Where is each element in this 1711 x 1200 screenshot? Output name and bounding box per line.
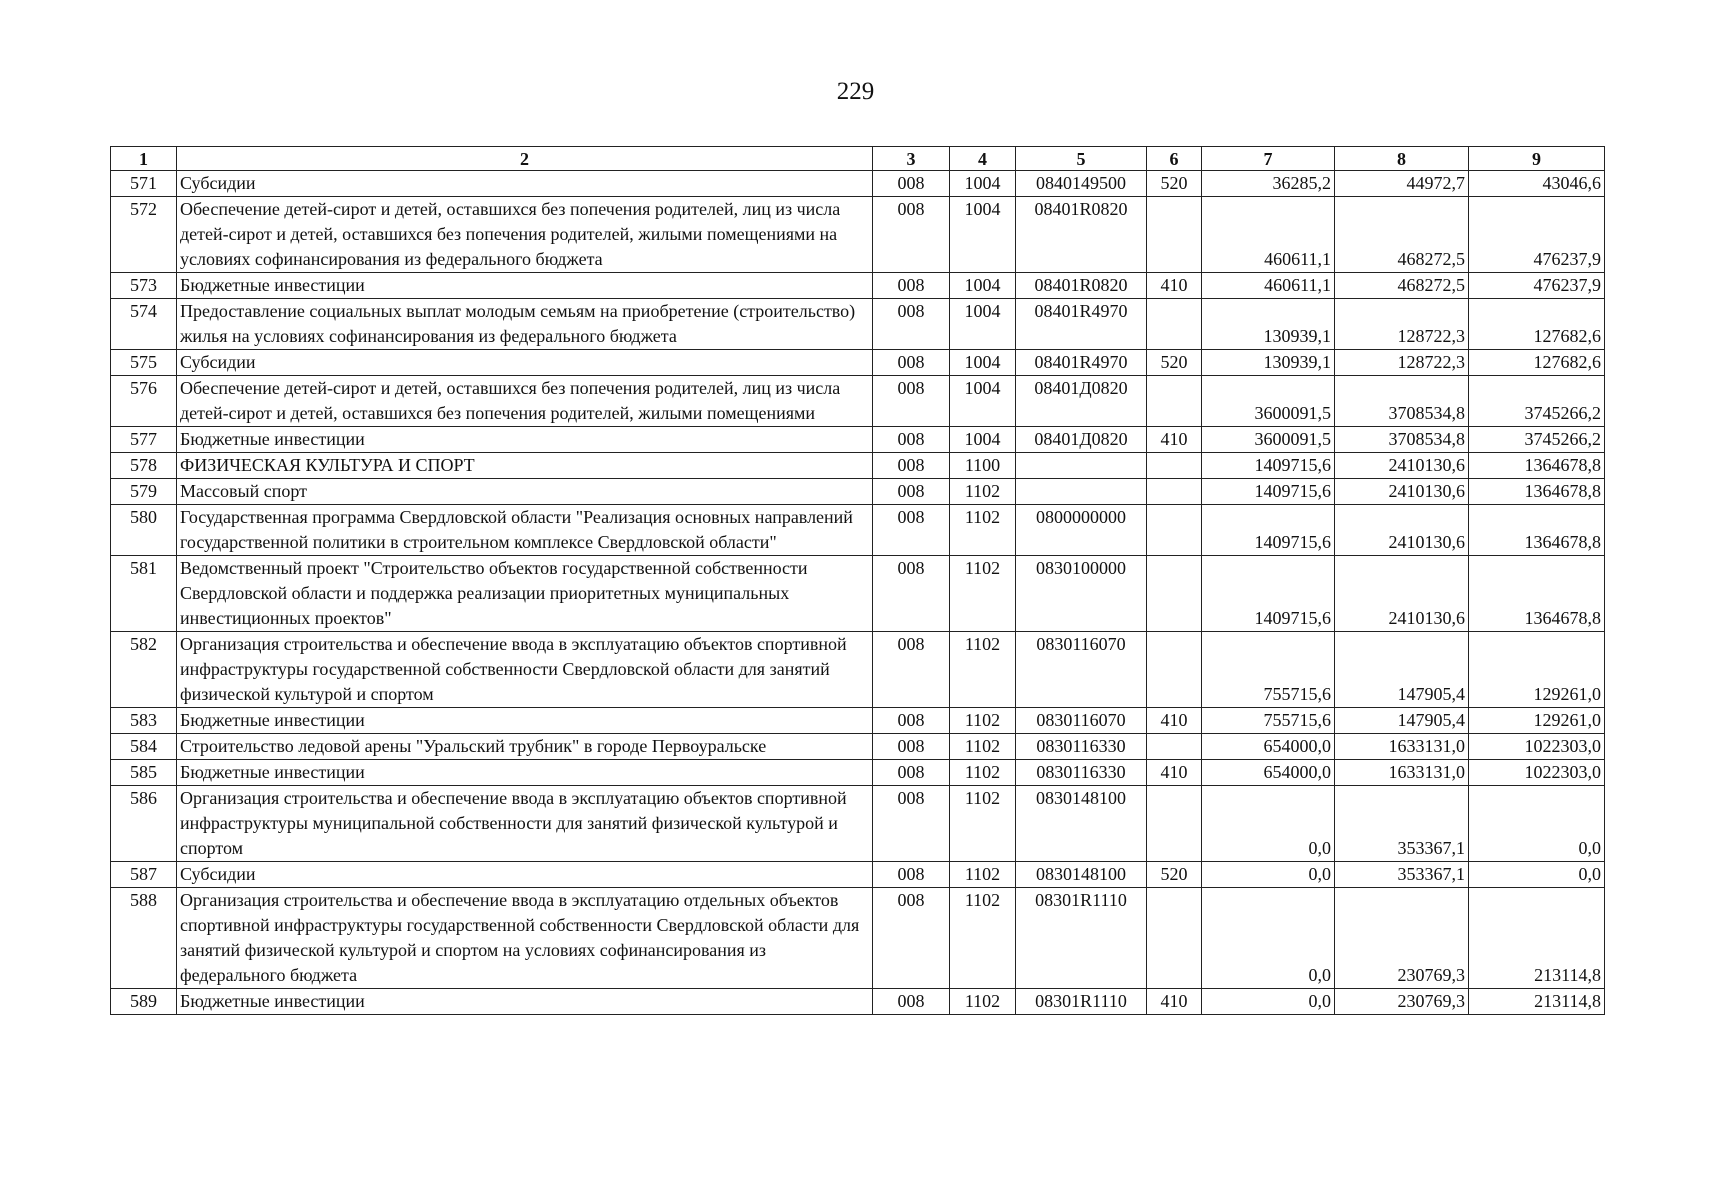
code-col-4: 1102 bbox=[950, 760, 1016, 786]
row-name: Бюджетные инвестиции bbox=[177, 273, 873, 299]
amount-col-7: 130939,1 bbox=[1202, 299, 1335, 350]
code-col-6: 410 bbox=[1147, 989, 1202, 1015]
amount-col-9: 0,0 bbox=[1469, 862, 1605, 888]
amount-col-7: 755715,6 bbox=[1202, 632, 1335, 708]
code-col-5: 0830116330 bbox=[1016, 760, 1147, 786]
table-row bbox=[111, 171, 1605, 197]
amount-col-8: 2410130,6 bbox=[1335, 556, 1469, 632]
code-col-4: 1102 bbox=[950, 888, 1016, 989]
code-col-4: 1102 bbox=[950, 632, 1016, 708]
amount-col-9: 1022303,0 bbox=[1469, 760, 1605, 786]
row-name: Предоставление социальных выплат молодым семьям на приобретение (строительство) жилья на условиях софинансирования из федерального бюджета bbox=[177, 299, 873, 350]
amount-col-8: 3708534,8 bbox=[1335, 376, 1469, 427]
amount-col-8: 353367,1 bbox=[1335, 786, 1469, 862]
amount-col-7: 130939,1 bbox=[1202, 350, 1335, 376]
code-col-4: 1102 bbox=[950, 862, 1016, 888]
code-col-4: 1102 bbox=[950, 708, 1016, 734]
row-number: 582 bbox=[111, 632, 177, 708]
row-name: Бюджетные инвестиции bbox=[177, 708, 873, 734]
amount-col-8: 128722,3 bbox=[1335, 350, 1469, 376]
table-row bbox=[111, 708, 1605, 734]
code-col-5: 08401Д0820 bbox=[1016, 427, 1147, 453]
amount-col-7: 3600091,5 bbox=[1202, 427, 1335, 453]
code-col-6 bbox=[1147, 453, 1202, 479]
row-number: 586 bbox=[111, 786, 177, 862]
table-row bbox=[111, 376, 1605, 427]
code-col-3: 008 bbox=[873, 786, 950, 862]
code-col-4: 1102 bbox=[950, 734, 1016, 760]
row-name: Строительство ледовой арены "Уральский трубник" в городе Первоуральске bbox=[177, 734, 873, 760]
code-col-4: 1004 bbox=[950, 273, 1016, 299]
row-number: 576 bbox=[111, 376, 177, 427]
code-col-6 bbox=[1147, 197, 1202, 273]
code-col-6 bbox=[1147, 479, 1202, 505]
code-col-5: 08401R0820 bbox=[1016, 273, 1147, 299]
table-row bbox=[111, 197, 1605, 273]
code-col-5: 08401Д0820 bbox=[1016, 376, 1147, 427]
column-header: 4 bbox=[950, 147, 1016, 171]
amount-col-8: 230769,3 bbox=[1335, 989, 1469, 1015]
column-header: 8 bbox=[1335, 147, 1469, 171]
header-row bbox=[111, 147, 1605, 171]
table-row bbox=[111, 760, 1605, 786]
amount-col-7: 1409715,6 bbox=[1202, 479, 1335, 505]
amount-col-9: 1364678,8 bbox=[1469, 505, 1605, 556]
table-row bbox=[111, 453, 1605, 479]
code-col-4: 1102 bbox=[950, 505, 1016, 556]
code-col-6: 520 bbox=[1147, 350, 1202, 376]
amount-col-7: 654000,0 bbox=[1202, 760, 1335, 786]
code-col-4: 1004 bbox=[950, 197, 1016, 273]
amount-col-9: 1022303,0 bbox=[1469, 734, 1605, 760]
table-row bbox=[111, 556, 1605, 632]
amount-col-9: 476237,9 bbox=[1469, 197, 1605, 273]
amount-col-9: 1364678,8 bbox=[1469, 453, 1605, 479]
amount-col-9: 476237,9 bbox=[1469, 273, 1605, 299]
table-row bbox=[111, 505, 1605, 556]
code-col-5: 0830148100 bbox=[1016, 786, 1147, 862]
amount-col-9: 3745266,2 bbox=[1469, 427, 1605, 453]
amount-col-9: 127682,6 bbox=[1469, 350, 1605, 376]
code-col-3: 008 bbox=[873, 350, 950, 376]
code-col-3: 008 bbox=[873, 734, 950, 760]
code-col-5: 0830116070 bbox=[1016, 708, 1147, 734]
code-col-5: 08301R1110 bbox=[1016, 989, 1147, 1015]
code-col-3: 008 bbox=[873, 708, 950, 734]
code-col-6 bbox=[1147, 786, 1202, 862]
table-row bbox=[111, 888, 1605, 989]
column-header: 6 bbox=[1147, 147, 1202, 171]
code-col-5 bbox=[1016, 479, 1147, 505]
row-name: Организация строительства и обеспечение ввода в эксплуатацию отдельных объектов спортивной инфраструктуры государственной собственности Свердловской области для занятий физической культурой и спортом на условиях софинансирования из федерального бюджета bbox=[177, 888, 873, 989]
amount-col-7: 3600091,5 bbox=[1202, 376, 1335, 427]
amount-col-7: 460611,1 bbox=[1202, 197, 1335, 273]
code-col-6 bbox=[1147, 376, 1202, 427]
code-col-5: 08401R4970 bbox=[1016, 350, 1147, 376]
table-row bbox=[111, 632, 1605, 708]
amount-col-8: 147905,4 bbox=[1335, 632, 1469, 708]
code-col-3: 008 bbox=[873, 299, 950, 350]
amount-col-9: 1364678,8 bbox=[1469, 479, 1605, 505]
row-name: Организация строительства и обеспечение ввода в эксплуатацию объектов спортивной инфраструктуры государственной собственности Свердловской области для занятий физической культурой и спортом bbox=[177, 632, 873, 708]
amount-col-8: 2410130,6 bbox=[1335, 479, 1469, 505]
code-col-4: 1102 bbox=[950, 556, 1016, 632]
row-name: Бюджетные инвестиции bbox=[177, 427, 873, 453]
amount-col-8: 128722,3 bbox=[1335, 299, 1469, 350]
row-name: Ведомственный проект "Строительство объектов государственной собственности Свердловской области и поддержка реализации приоритетных муниципальных инвестиционных проектов" bbox=[177, 556, 873, 632]
row-name: Государственная программа Свердловской области "Реализация основных направлений государственной политики в строительном комплексе Свердловской области" bbox=[177, 505, 873, 556]
amount-col-9: 3745266,2 bbox=[1469, 376, 1605, 427]
code-col-4: 1004 bbox=[950, 299, 1016, 350]
table-row bbox=[111, 862, 1605, 888]
amount-col-7: 1409715,6 bbox=[1202, 453, 1335, 479]
amount-col-9: 213114,8 bbox=[1469, 989, 1605, 1015]
row-number: 580 bbox=[111, 505, 177, 556]
row-number: 588 bbox=[111, 888, 177, 989]
code-col-3: 008 bbox=[873, 888, 950, 989]
amount-col-7: 36285,2 bbox=[1202, 171, 1335, 197]
amount-col-8: 1633131,0 bbox=[1335, 760, 1469, 786]
amount-col-8: 468272,5 bbox=[1335, 273, 1469, 299]
row-name: Субсидии bbox=[177, 862, 873, 888]
column-header: 1 bbox=[111, 147, 177, 171]
row-name: Обеспечение детей-сирот и детей, оставшихся без попечения родителей, лиц из числа детей-сирот и детей, оставшихся без попечения родителей, жилыми помещениями bbox=[177, 376, 873, 427]
amount-col-9: 127682,6 bbox=[1469, 299, 1605, 350]
code-col-5: 0830100000 bbox=[1016, 556, 1147, 632]
code-col-6: 520 bbox=[1147, 171, 1202, 197]
amount-col-9: 1364678,8 bbox=[1469, 556, 1605, 632]
code-col-5: 0830116330 bbox=[1016, 734, 1147, 760]
amount-col-7: 654000,0 bbox=[1202, 734, 1335, 760]
amount-col-8: 2410130,6 bbox=[1335, 505, 1469, 556]
row-number: 589 bbox=[111, 989, 177, 1015]
code-col-4: 1004 bbox=[950, 427, 1016, 453]
amount-col-7: 0,0 bbox=[1202, 888, 1335, 989]
row-name: Массовый спорт bbox=[177, 479, 873, 505]
row-number: 578 bbox=[111, 453, 177, 479]
row-number: 571 bbox=[111, 171, 177, 197]
row-number: 574 bbox=[111, 299, 177, 350]
code-col-3: 008 bbox=[873, 427, 950, 453]
page-number: 229 bbox=[836, 78, 875, 105]
code-col-4: 1004 bbox=[950, 350, 1016, 376]
amount-col-8: 2410130,6 bbox=[1335, 453, 1469, 479]
budget-table bbox=[110, 146, 1605, 1015]
amount-col-9: 213114,8 bbox=[1469, 888, 1605, 989]
code-col-3: 008 bbox=[873, 505, 950, 556]
row-number: 587 bbox=[111, 862, 177, 888]
amount-col-7: 460611,1 bbox=[1202, 273, 1335, 299]
code-col-3: 008 bbox=[873, 197, 950, 273]
code-col-5: 0840149500 bbox=[1016, 171, 1147, 197]
table-row bbox=[111, 989, 1605, 1015]
column-header: 5 bbox=[1016, 147, 1147, 171]
code-col-6: 410 bbox=[1147, 273, 1202, 299]
code-col-5: 08301R1110 bbox=[1016, 888, 1147, 989]
row-number: 575 bbox=[111, 350, 177, 376]
code-col-3: 008 bbox=[873, 171, 950, 197]
code-col-3: 008 bbox=[873, 989, 950, 1015]
code-col-3: 008 bbox=[873, 453, 950, 479]
code-col-4: 1102 bbox=[950, 786, 1016, 862]
code-col-4: 1004 bbox=[950, 376, 1016, 427]
code-col-4: 1102 bbox=[950, 989, 1016, 1015]
row-number: 585 bbox=[111, 760, 177, 786]
table-row bbox=[111, 299, 1605, 350]
amount-col-9: 0,0 bbox=[1469, 786, 1605, 862]
code-col-6: 410 bbox=[1147, 760, 1202, 786]
column-header: 9 bbox=[1469, 147, 1605, 171]
code-col-3: 008 bbox=[873, 479, 950, 505]
amount-col-8: 230769,3 bbox=[1335, 888, 1469, 989]
row-number: 572 bbox=[111, 197, 177, 273]
row-number: 573 bbox=[111, 273, 177, 299]
code-col-6: 410 bbox=[1147, 427, 1202, 453]
row-number: 583 bbox=[111, 708, 177, 734]
code-col-5: 0830116070 bbox=[1016, 632, 1147, 708]
code-col-3: 008 bbox=[873, 862, 950, 888]
code-col-6: 520 bbox=[1147, 862, 1202, 888]
table-row bbox=[111, 734, 1605, 760]
code-col-6 bbox=[1147, 888, 1202, 989]
code-col-6 bbox=[1147, 632, 1202, 708]
code-col-6 bbox=[1147, 505, 1202, 556]
code-col-5: 08401R4970 bbox=[1016, 299, 1147, 350]
table-row bbox=[111, 427, 1605, 453]
amount-col-7: 0,0 bbox=[1202, 989, 1335, 1015]
row-number: 581 bbox=[111, 556, 177, 632]
amount-col-7: 1409715,6 bbox=[1202, 556, 1335, 632]
table-row bbox=[111, 350, 1605, 376]
code-col-6: 410 bbox=[1147, 708, 1202, 734]
amount-col-7: 1409715,6 bbox=[1202, 505, 1335, 556]
amount-col-8: 44972,7 bbox=[1335, 171, 1469, 197]
amount-col-8: 1633131,0 bbox=[1335, 734, 1469, 760]
amount-col-8: 353367,1 bbox=[1335, 862, 1469, 888]
row-name: Бюджетные инвестиции bbox=[177, 760, 873, 786]
row-name: Субсидии bbox=[177, 171, 873, 197]
code-col-5: 0800000000 bbox=[1016, 505, 1147, 556]
column-header: 7 bbox=[1202, 147, 1335, 171]
code-col-4: 1102 bbox=[950, 479, 1016, 505]
code-col-3: 008 bbox=[873, 376, 950, 427]
code-col-4: 1004 bbox=[950, 171, 1016, 197]
row-number: 579 bbox=[111, 479, 177, 505]
code-col-5 bbox=[1016, 453, 1147, 479]
amount-col-8: 147905,4 bbox=[1335, 708, 1469, 734]
code-col-3: 008 bbox=[873, 556, 950, 632]
amount-col-9: 43046,6 bbox=[1469, 171, 1605, 197]
amount-col-9: 129261,0 bbox=[1469, 708, 1605, 734]
row-name: Субсидии bbox=[177, 350, 873, 376]
row-name: ФИЗИЧЕСКАЯ КУЛЬТУРА И СПОРТ bbox=[177, 453, 873, 479]
table-row bbox=[111, 786, 1605, 862]
code-col-5: 0830148100 bbox=[1016, 862, 1147, 888]
code-col-6 bbox=[1147, 734, 1202, 760]
column-header: 3 bbox=[873, 147, 950, 171]
row-name: Бюджетные инвестиции bbox=[177, 989, 873, 1015]
code-col-3: 008 bbox=[873, 760, 950, 786]
amount-col-8: 468272,5 bbox=[1335, 197, 1469, 273]
row-number: 577 bbox=[111, 427, 177, 453]
row-name: Организация строительства и обеспечение ввода в эксплуатацию объектов спортивной инфраструктуры муниципальной собственности для занятий физической культурой и спортом bbox=[177, 786, 873, 862]
code-col-3: 008 bbox=[873, 632, 950, 708]
code-col-6 bbox=[1147, 299, 1202, 350]
code-col-4: 1100 bbox=[950, 453, 1016, 479]
amount-col-9: 129261,0 bbox=[1469, 632, 1605, 708]
code-col-5: 08401R0820 bbox=[1016, 197, 1147, 273]
amount-col-7: 0,0 bbox=[1202, 862, 1335, 888]
code-col-6 bbox=[1147, 556, 1202, 632]
amount-col-8: 3708534,8 bbox=[1335, 427, 1469, 453]
code-col-3: 008 bbox=[873, 273, 950, 299]
column-header: 2 bbox=[177, 147, 873, 171]
amount-col-7: 0,0 bbox=[1202, 786, 1335, 862]
row-number: 584 bbox=[111, 734, 177, 760]
amount-col-7: 755715,6 bbox=[1202, 708, 1335, 734]
row-name: Обеспечение детей-сирот и детей, оставшихся без попечения родителей, лиц из числа детей-сирот и детей, оставшихся без попечения родителей, жилыми помещениями на условиях софинансирования из федерального бюджета bbox=[177, 197, 873, 273]
table-row bbox=[111, 479, 1605, 505]
table-row bbox=[111, 273, 1605, 299]
